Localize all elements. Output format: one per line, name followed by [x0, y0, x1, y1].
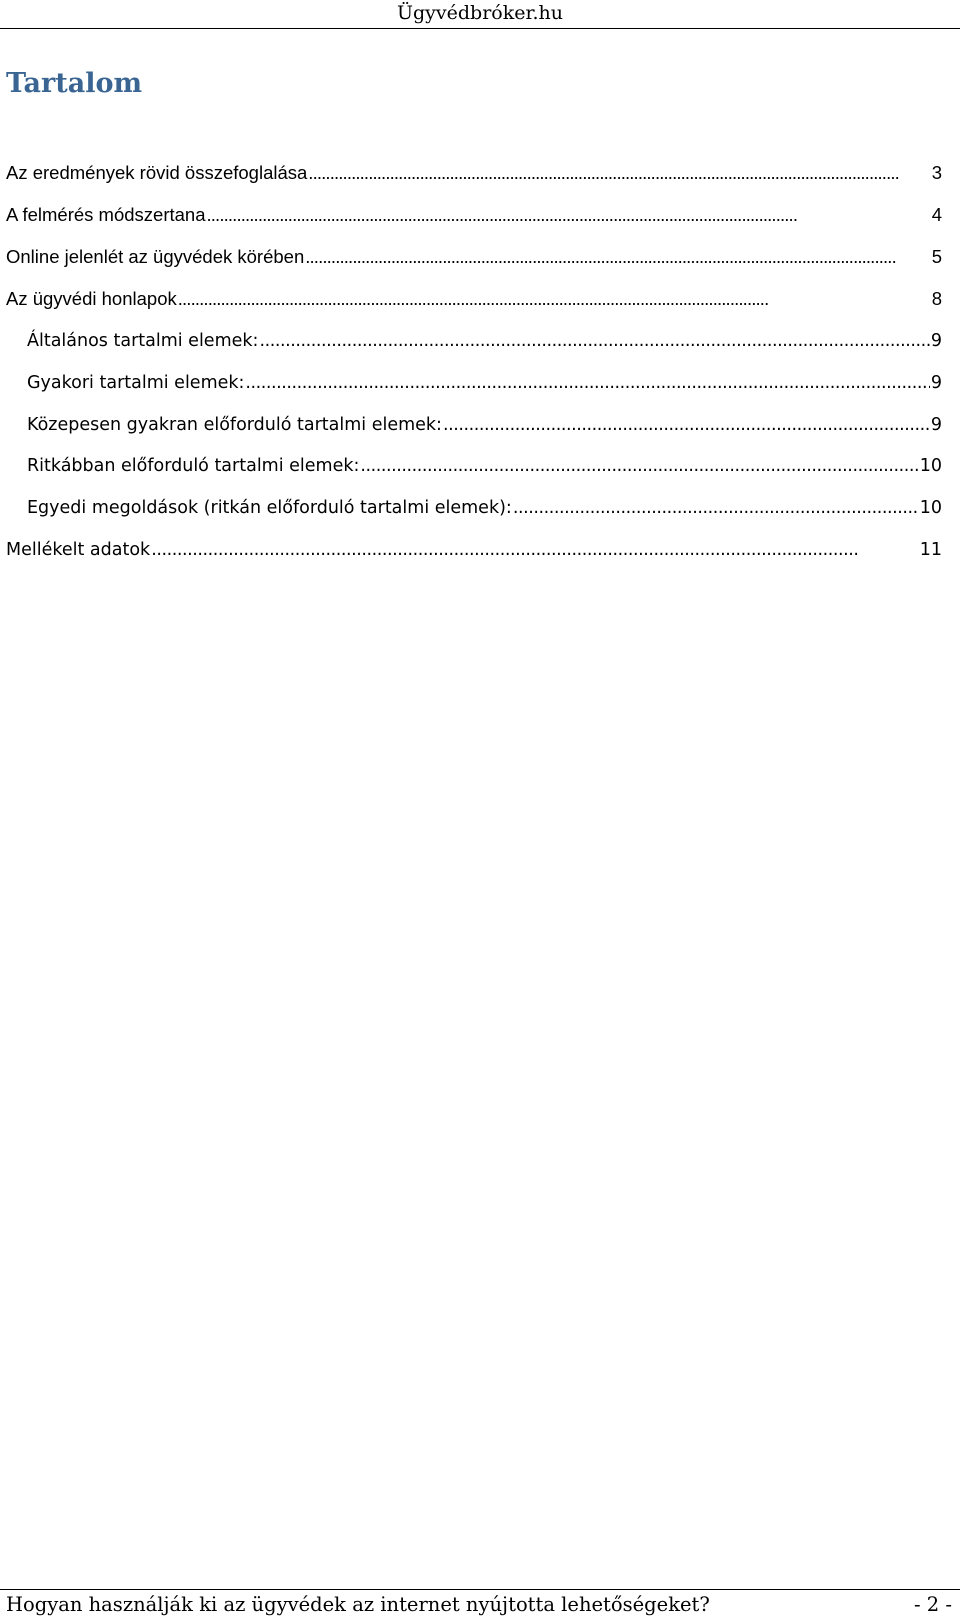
footer-document-title: Hogyan használják ki az ügyvédek az internet nyújtotta lehetőségeket?	[6, 1593, 710, 1616]
footer-page-number: - 2 -	[914, 1593, 952, 1616]
toc-entry[interactable]	[6, 201, 942, 229]
toc-leader-dots	[305, 243, 930, 271]
toc-entry-label: Az ügyvédi honlapok	[6, 288, 177, 309]
toc-entry[interactable]	[27, 494, 942, 522]
toc-entry-label: Általános tartalmi elemek:	[27, 331, 259, 351]
toc-entry-page: 9	[930, 373, 942, 393]
toc-entry-label: Az eredmények rövid összefoglalása	[6, 162, 308, 183]
toc-title: Tartalom	[6, 68, 143, 99]
toc-entry[interactable]	[6, 536, 942, 564]
toc-entry-page: 10	[919, 456, 942, 476]
toc-entry[interactable]	[6, 285, 942, 313]
toc-leader-dots	[443, 411, 930, 439]
table-of-contents	[0, 0, 960, 600]
toc-entry-label: Mellékelt adatok	[6, 540, 151, 560]
toc-entry-label: A felmérés módszertana	[6, 204, 206, 225]
toc-leader-dots	[206, 201, 930, 229]
toc-entry[interactable]	[27, 411, 942, 439]
toc-leader-dots	[151, 536, 919, 564]
toc-entry-label: Gyakori tartalmi elemek:	[27, 373, 245, 393]
toc-leader-dots	[259, 327, 929, 355]
header-site-name: Ügyvédbróker.hu	[397, 2, 563, 24]
toc-entry[interactable]	[27, 327, 942, 355]
toc-entry-page: 9	[930, 415, 942, 435]
page-footer	[0, 1589, 960, 1618]
toc-entry-page: 8	[931, 288, 942, 309]
toc-entry-label: Ritkábban előforduló tartalmi elemek:	[27, 456, 360, 476]
toc-entry-page: 4	[931, 204, 942, 225]
toc-entry-page: 11	[919, 540, 942, 560]
toc-entry-label: Online jelenlét az ügyvédek körében	[6, 246, 305, 267]
toc-entry[interactable]	[6, 159, 942, 187]
toc-entry[interactable]	[27, 452, 942, 480]
toc-entry-label: Közepesen gyakran előforduló tartalmi elemek:	[27, 415, 442, 435]
toc-leader-dots	[513, 494, 919, 522]
toc-entry[interactable]	[27, 369, 942, 397]
toc-entry-page: 9	[930, 331, 942, 351]
toc-leader-dots	[360, 452, 918, 480]
toc-leader-dots	[178, 285, 931, 313]
toc-entry[interactable]	[6, 243, 942, 271]
toc-leader-dots	[308, 159, 930, 187]
toc-entry-label: Egyedi megoldások (ritkán előforduló tartalmi elemek):	[27, 498, 512, 518]
toc-entry-page: 10	[919, 498, 942, 518]
toc-entry-page: 5	[931, 246, 942, 267]
toc-entry-page: 3	[931, 162, 942, 183]
toc-leader-dots	[245, 369, 929, 397]
